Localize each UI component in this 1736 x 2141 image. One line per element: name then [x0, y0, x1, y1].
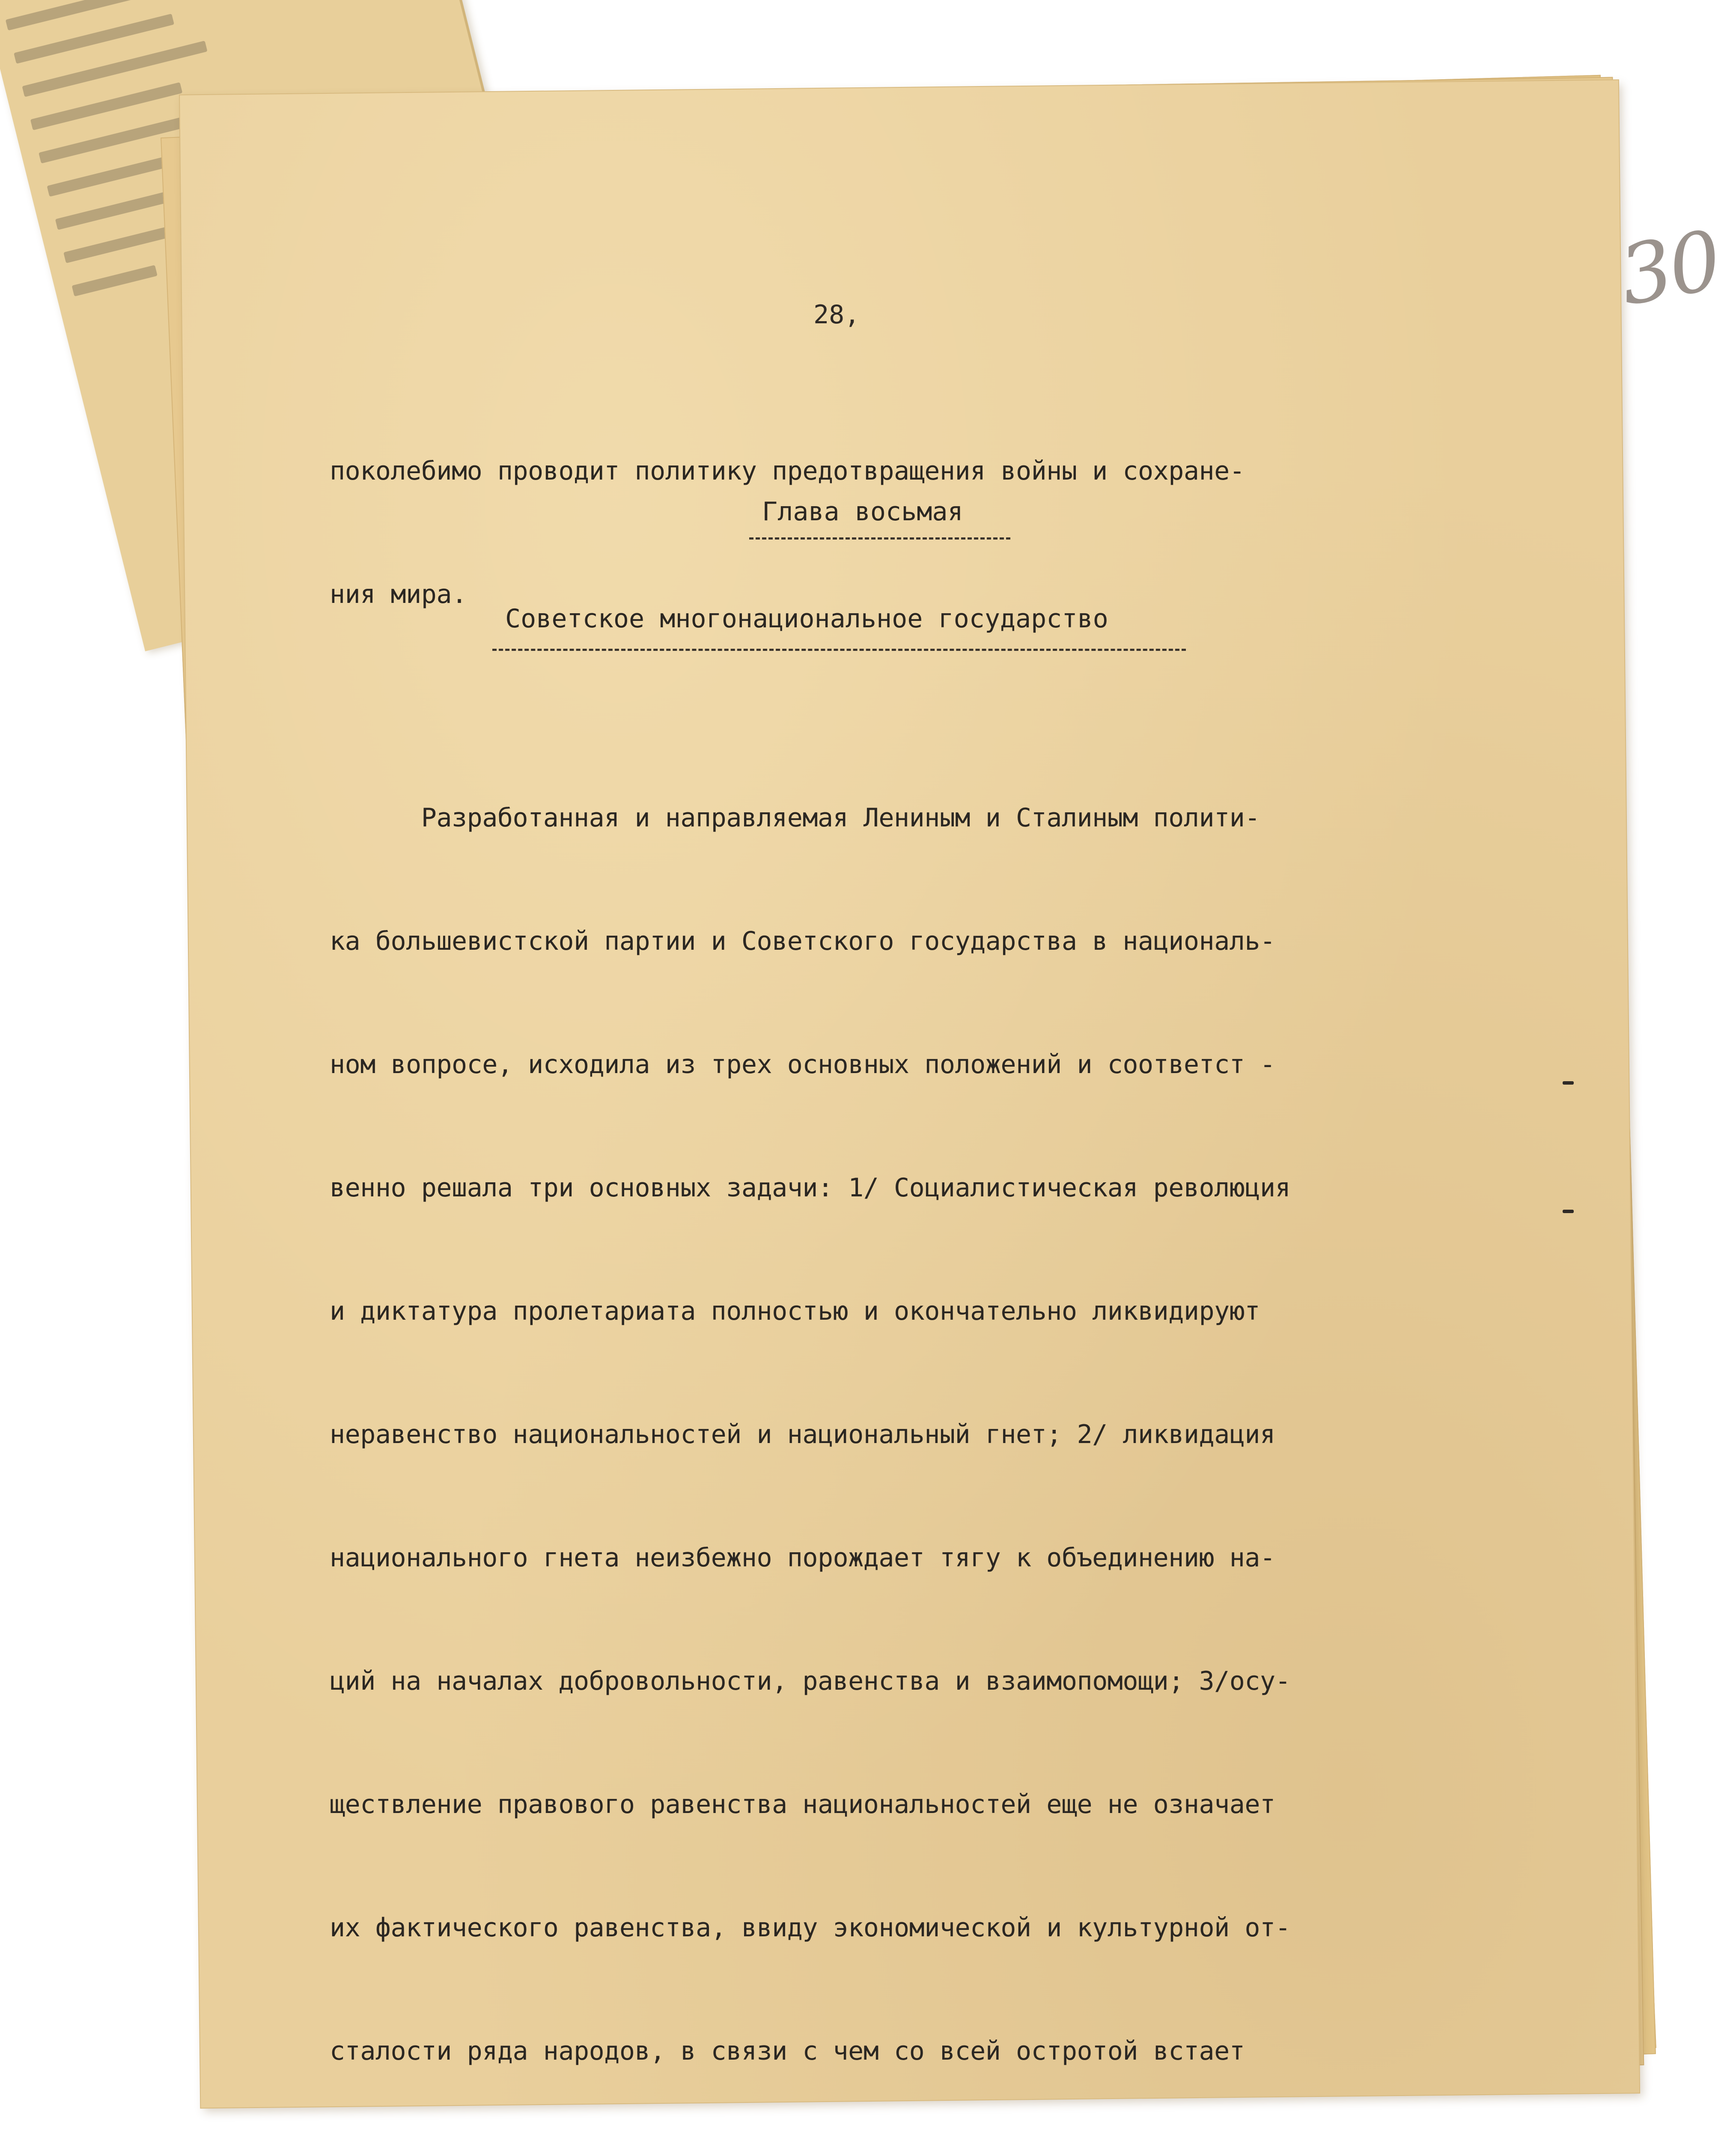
text-line: и диктатура пролетариата полностью и окончательно ликвидируют	[330, 1296, 1260, 1326]
text-line: ществление правового равенства национальностей еще не означает	[330, 1789, 1275, 1819]
ghost-text-line	[72, 265, 158, 297]
chapter-underline	[749, 537, 1010, 540]
text-line: национального гнета неизбежно порождает тягу к объединению на-	[330, 1543, 1275, 1573]
text-line: ций на началах добровольности, равенства и взаимопомощи; 3/осу-	[330, 1666, 1291, 1696]
ghost-text-line	[63, 226, 174, 263]
margin-mark	[1563, 1081, 1574, 1085]
page-number: 28,	[813, 300, 860, 330]
text-line: их фактического равенства, ввиду экономической и культурной от-	[330, 1913, 1291, 1943]
section-underline	[492, 649, 1186, 651]
body-text	[330, 715, 1451, 2141]
text-line: ном вопросе, исходила из трех основных положений и соответст -	[330, 1050, 1275, 1079]
ghost-text-line	[47, 155, 174, 197]
handwritten-page-number: 30	[1612, 212, 1727, 324]
text-line: неравенство национальностей и национальный гнет; 2/ ликвидация	[330, 1419, 1275, 1449]
intro-paragraph	[330, 368, 1451, 697]
text-line: ния мира.	[330, 579, 467, 609]
text-line: поколебимо проводит политику предотвращения войны и сохране-	[330, 456, 1245, 486]
text-line: ка большевистской партии и Советского государства в националь-	[330, 926, 1275, 956]
section-heading: Советское многонациональное государство	[505, 604, 1108, 634]
chapter-heading: Глава восьмая	[762, 497, 963, 527]
text-line: сталости ряда народов, в связи с чем со всей остротой встает	[330, 2036, 1245, 2066]
margin-mark	[1563, 1210, 1574, 1213]
text-line: Разработанная и направляемая Лениным и Сталиным полити-	[330, 803, 1260, 833]
text-line: венно решала три основных задачи: 1/ Социалистическая революция	[330, 1173, 1291, 1203]
